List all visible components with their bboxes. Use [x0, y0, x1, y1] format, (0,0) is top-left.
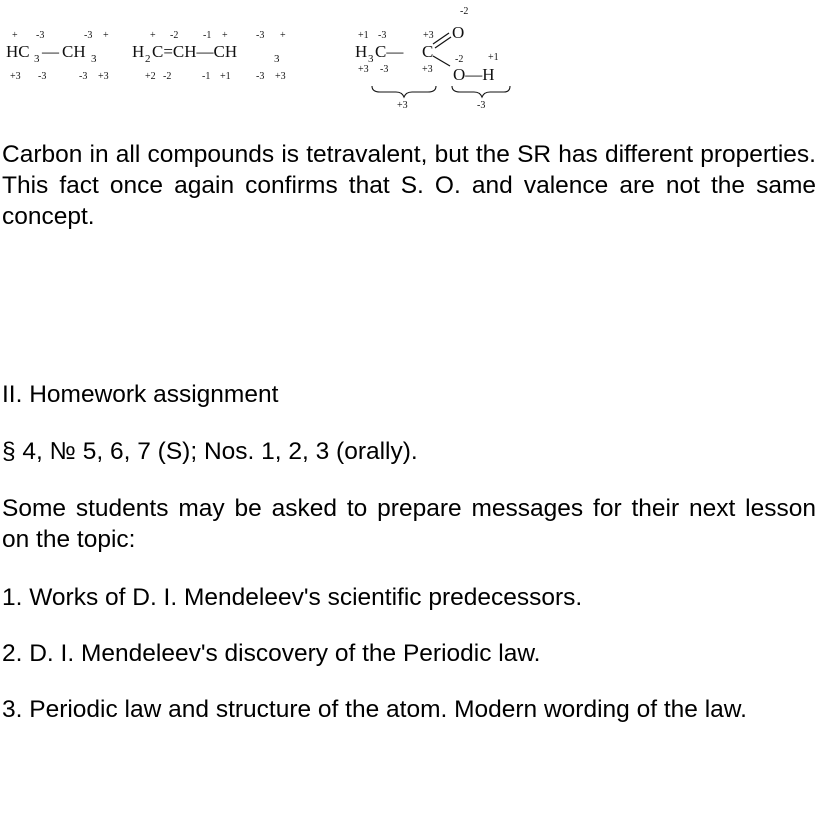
topic-item-2: 2. D. I. Mendeleev's discovery of the Periodic law.: [2, 640, 541, 667]
propene-state-bottom-1: +2: [145, 71, 156, 82]
topic-item-3: 3. Periodic law and structure of the atom. Modern wording of the law.: [2, 696, 747, 723]
acetic-oxygen-double: O: [452, 23, 465, 42]
hydroxyl-group-brace: [452, 86, 510, 97]
ethane-state-top-4: +: [103, 30, 109, 41]
homework-heading: II. Homework assignment: [2, 381, 279, 408]
acetic-state-bottom-3: +3: [422, 64, 433, 75]
propene-part-1: H: [132, 42, 145, 61]
propene-state-top-4: +: [222, 30, 228, 41]
homework-task-paragraph: § 4, № 5, 6, 7 (S); Nos. 1, 2, 3 (orally).: [2, 438, 418, 465]
propene-sub-1: 2: [145, 53, 151, 65]
propene-part-2: C=CH—CH: [152, 42, 238, 61]
ethane-bond: —: [42, 42, 59, 61]
propene-state-top-6: +: [280, 30, 286, 41]
ethane-formula: [6, 30, 109, 82]
acetic-carboxyl-c: C: [422, 42, 434, 61]
acetic-state-bottom-5: +1: [488, 52, 499, 63]
ethane-state-bottom-4: +3: [98, 71, 109, 82]
valence-note-paragraph: Carbon in all compounds is tetravalent, but the SR has different properties. This fact once again confirms that S. O. and valence are not the same concept.: [2, 141, 816, 230]
ethane-state-top-1: +: [12, 30, 18, 41]
messages-intro-paragraph: Some students may be asked to prepare messages for their next lesson on the topic:: [2, 495, 816, 553]
acetic-state-top-2: -3: [378, 30, 387, 41]
acetic-methyl-c: C—: [375, 42, 404, 61]
acetic-state-bottom-4: -2: [455, 54, 464, 65]
ethane-state-bottom-2: -3: [38, 71, 47, 82]
propene-state-bottom-4: +1: [220, 71, 231, 82]
acetic-state-top-4: -2: [460, 6, 469, 17]
acetic-methyl-group-total: +3: [397, 100, 408, 111]
acetic-hydroxyl: O—H: [453, 65, 495, 84]
acetic-hydroxyl-group-total: -3: [477, 100, 486, 111]
propene-formula: [132, 30, 286, 82]
acetic-state-top-1: +1: [358, 30, 369, 41]
acetic-methyl-sub: 3: [368, 53, 374, 65]
ethane-state-top-3: -3: [84, 30, 93, 41]
propene-state-bottom-5: -3: [256, 71, 265, 82]
acetic-methyl-h: H: [355, 42, 368, 61]
ethane-part-2: CH: [62, 42, 86, 61]
oxidation-state-formulas: [0, 0, 816, 118]
ethane-state-top-2: -3: [36, 30, 45, 41]
acetic-state-bottom-2: -3: [380, 64, 389, 75]
propene-state-bottom-6: +3: [275, 71, 286, 82]
propene-state-top-1: +: [150, 30, 156, 41]
topic-item-1: 1. Works of D. I. Mendeleev's scientific predecessors.: [2, 584, 583, 611]
methyl-group-brace: [372, 86, 436, 97]
acetic-state-top-3: +3: [423, 30, 434, 41]
ethane-sub-2: 3: [91, 53, 97, 65]
propene-state-bottom-2: -2: [163, 71, 172, 82]
ethane-sub-1: 3: [34, 53, 40, 65]
propene-state-bottom-3: -1: [202, 71, 211, 82]
ethane-state-bottom-1: +3: [10, 71, 21, 82]
ethane-state-bottom-3: -3: [79, 71, 88, 82]
acetic-acid-formula: [355, 6, 510, 111]
ethane-part-1: HC: [6, 42, 30, 61]
propene-state-top-2: -2: [170, 30, 179, 41]
propene-state-top-3: -1: [203, 30, 212, 41]
propene-sub-2: 3: [274, 53, 280, 65]
propene-state-top-5: -3: [256, 30, 265, 41]
acetic-state-bottom-1: +3: [358, 64, 369, 75]
